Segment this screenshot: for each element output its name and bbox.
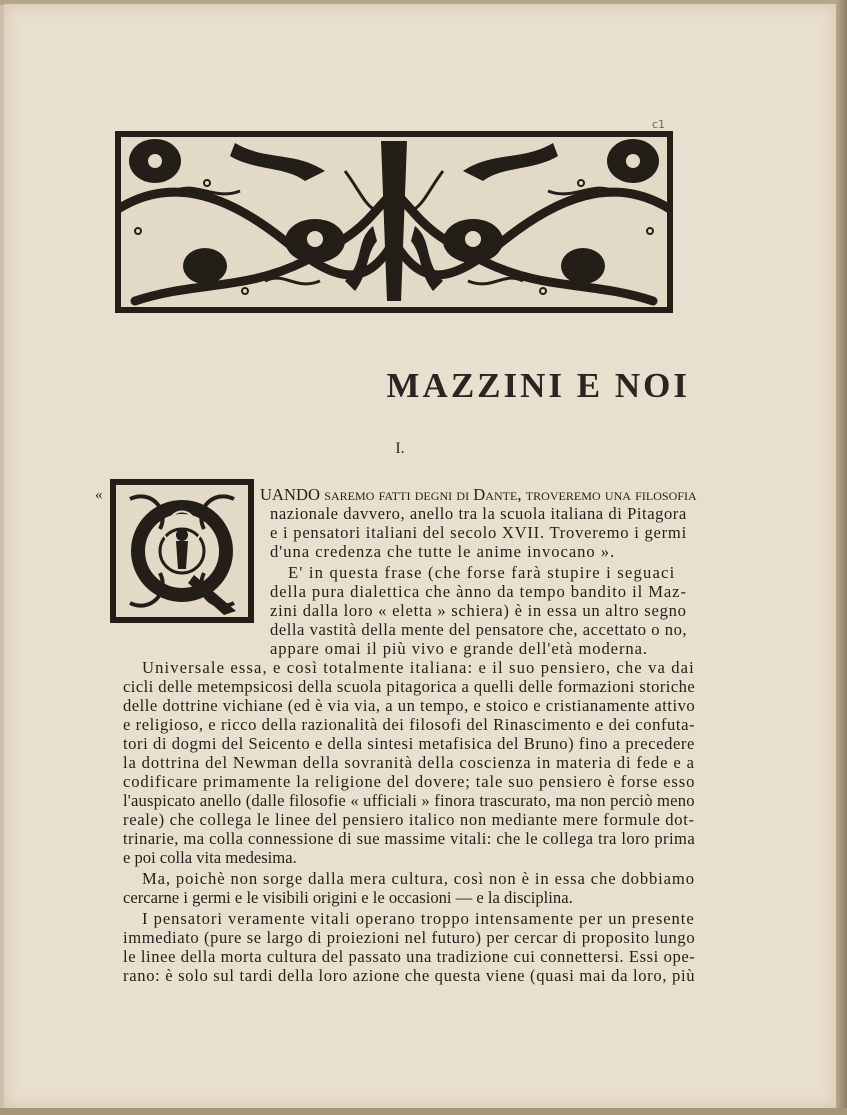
text-line-14: tori di dogmi del Seicento e della sintesi metafisica del Bruno) fino a precedere xyxy=(123,734,695,753)
drop-cap-q xyxy=(110,479,254,623)
section-number: I. xyxy=(395,440,405,457)
text-line-23: I pensatori veramente vitali operano troppo intensamente per un presente xyxy=(142,909,695,928)
text-line-25: le linee della morta cultura del passato una tradizione cui connettersi. Essi ope- xyxy=(123,947,696,966)
text-line-20: e poi colla vita medesima. xyxy=(123,848,297,867)
text-line-19: trinarie, ma colla connessione di sue massime vitali: che le collega tra loro prima xyxy=(123,829,696,848)
page-right-edge xyxy=(836,0,847,1115)
ornamental-banner xyxy=(115,131,673,313)
text-line-8: della vastità della mente del pensatore che, accettato o no, xyxy=(270,620,688,639)
text-line-18: reale) che collega le linee del pensiero italico non mediante mere formule dot- xyxy=(123,810,695,829)
text-line-1: UANDO saremo fatti degni di Dante, troveremo una filosofia xyxy=(260,485,697,504)
text-line-6: della pura dialettica che ànno da tempo bandito il Maz- xyxy=(270,582,687,601)
article-title: MAZZINI E NOI xyxy=(386,366,690,405)
text-line-17: l'auspicato anello (dalle filosofie « ufficiali » finora trascurato, ma non perciò meno xyxy=(123,791,695,810)
text-line-15: la dottrina del Newman della sovranità della coscienza in materia di fede e a xyxy=(123,753,695,772)
page-bottom-edge xyxy=(0,1108,847,1115)
text-line-21: Ma, poichè non sorge dalla mera cultura, così non è in essa che dobbiamo xyxy=(142,869,695,888)
text-line-12: delle dottrine vichiane (ed è via via, a un tempo, e stoico e cristianamente attivo xyxy=(123,696,696,715)
text-line-4: d'una credenza che tutte le anime invocano ». xyxy=(270,542,616,561)
pencil-mark: c1 xyxy=(652,118,666,131)
text-line-11: cicli delle metempsicosi della scuola pitagorica a quelli delle formazioni storiche xyxy=(123,677,696,696)
text-line-2: nazionale davvero, anello tra la scuola italiana di Pitagora xyxy=(270,504,687,523)
text-line-9: appare omai il più vivo e grande dell'età moderna. xyxy=(270,639,648,658)
text-line-5: E' in questa frase (che forse farà stupire i seguaci xyxy=(288,563,676,582)
text-line-26: rano: è solo sul tardi della loro azione che questa viene (quasi mai da loro, più xyxy=(123,966,696,985)
text-line-3: e i pensatori italiani del secolo XVII. Troveremo i germi xyxy=(270,523,687,542)
text-line-22: cercarne i germi e le visibili origini e le occasioni — e la disciplina. xyxy=(123,888,573,907)
text-line-16: codificare primamente la religione del dovere; tale suo pensiero è forse esso xyxy=(123,772,696,791)
text-line-24: immediato (pure se largo di proiezioni nel futuro) per cercar di proposito lungo xyxy=(123,928,696,947)
text-line-10: Universale essa, e così totalmente italiana: e il suo pensiero, che va dai xyxy=(142,658,695,677)
text-line-13: e religioso, e ricco della razionalità dei filosofi del Rinascimento e dei confuta- xyxy=(123,715,696,734)
opening-quote: « xyxy=(95,487,103,503)
text-line-7: zini dalla loro « eletta » schiera) è in essa un altro segno xyxy=(270,601,687,620)
